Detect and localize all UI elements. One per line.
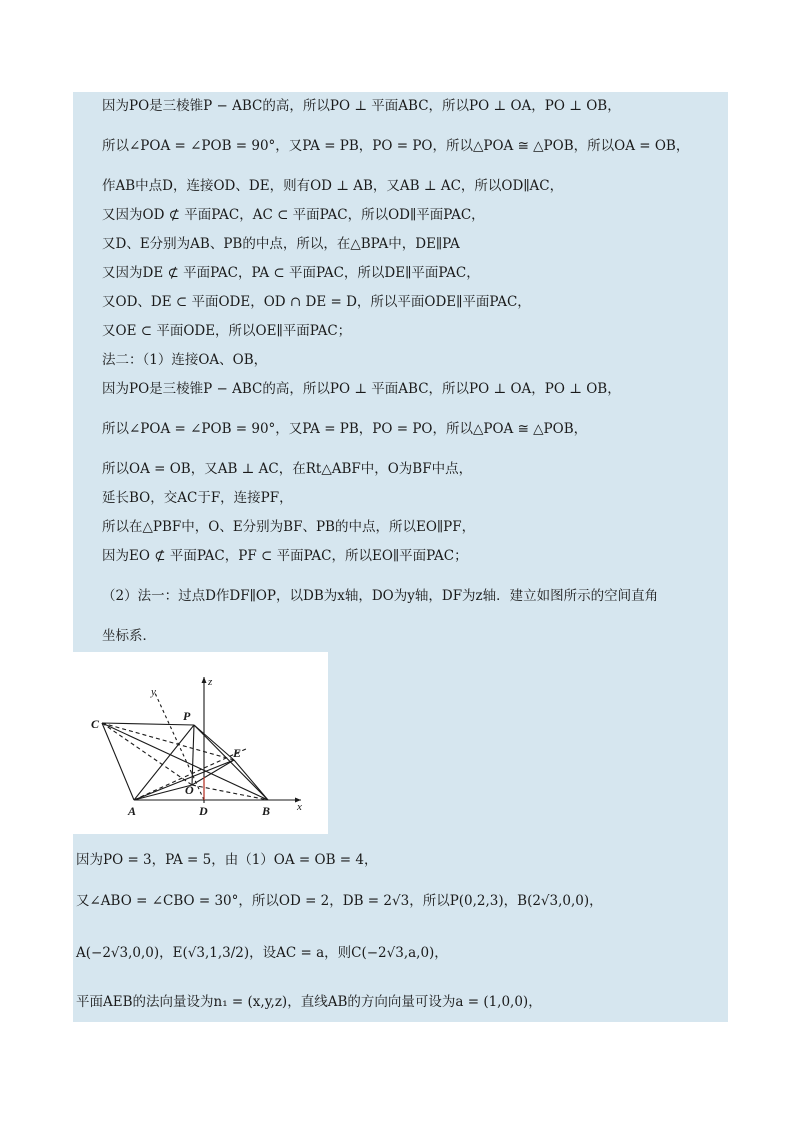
text-line: 又∠ABO = ∠CBO = 30°，所以OD = 2，DB = 2√3，所以P(0,2,3)，B(2√3,0,0)，	[76, 893, 603, 909]
point-label-d: D	[199, 804, 208, 818]
text-line: 坐标系．	[102, 628, 156, 644]
point-label-p: P	[183, 709, 191, 723]
text-line: （2）法一：过点D作DF∥OP，以DB为x轴，DO为y轴，DF为z轴．建立如图所示的空间直角	[102, 588, 659, 604]
text-line: 作AB中点D，连接OD、DE，则有OD ⊥ AB，又AB ⊥ AC，所以OD∥AC，	[102, 178, 564, 194]
point-label-o: O	[185, 783, 194, 797]
point-label-b: B	[262, 804, 271, 818]
text-line: 法二：（1）连接OA、OB，	[102, 352, 268, 368]
point-label-a: A	[128, 804, 137, 818]
text-line: 又因为OD ⊄ 平面PAC，AC ⊂ 平面PAC，所以OD∥平面PAC，	[102, 207, 485, 223]
text-line: 所以在△PBF中，O、E分别为BF、PB的中点，所以EO∥PF，	[102, 519, 476, 535]
text-line: 因为PO = 3，PA = 5，由（1）OA = OB = 4，	[76, 852, 378, 868]
text-line: 因为PO是三棱锥P − ABC的高，所以PO ⊥ 平面ABC，所以PO ⊥ OA，PO ⊥ OB，	[102, 381, 621, 397]
text-line: A(−2√3,0,0)，E(√3,1,3/2)，设AC = a，则C(−2√3,a,0)，	[76, 945, 448, 961]
text-line: 又D、E分别为AB、PB的中点，所以，在△BPA中，DE∥PA	[102, 236, 460, 252]
text-line: 因为EO ⊄ 平面PAC，PF ⊂ 平面PAC，所以EO∥平面PAC；	[102, 548, 468, 564]
text-line: 所以∠POA = ∠POB = 90°，又PA = PB，PO = PO，所以△POA ≅ △POB，	[102, 421, 588, 437]
text-line: 所以∠POA = ∠POB = 90°，又PA = PB，PO = PO，所以△POA ≅ △POB，所以OA = OB，	[102, 138, 690, 154]
highlight-panel	[73, 92, 728, 652]
point-label-c: C	[91, 717, 100, 731]
z-axis-label: z	[208, 676, 213, 688]
highlight-panel	[328, 652, 728, 834]
y-axis	[155, 693, 204, 800]
text-line: 又OD、DE ⊂ 平面ODE，OD ∩ DE = D，所以平面ODE∥平面PAC，	[102, 294, 531, 310]
point-label-e: E	[233, 746, 242, 760]
y-axis-label: y	[151, 686, 156, 698]
text-line: 延长BO，交AC于F，连接PF，	[102, 490, 293, 506]
text-line: 又OE ⊂ 平面ODE，所以OE∥平面PAC；	[102, 323, 352, 339]
coordinate-figure	[73, 653, 328, 833]
x-axis-label: x	[297, 801, 302, 813]
text-line: 因为PO是三棱锥P − ABC的高，所以PO ⊥ 平面ABC，所以PO ⊥ OA，PO ⊥ OB，	[102, 98, 621, 114]
text-line: 平面AEB的法向量设为n₁ = (x,y,z)，直线AB的方向向量可设为a = (1,0,0)，	[76, 994, 542, 1010]
text-line: 所以OA = OB，又AB ⊥ AC，在Rt△ABF中，O为BF中点，	[102, 461, 473, 477]
text-line: 又因为DE ⊄ 平面PAC，PA ⊂ 平面PAC，所以DE∥平面PAC，	[102, 265, 480, 281]
